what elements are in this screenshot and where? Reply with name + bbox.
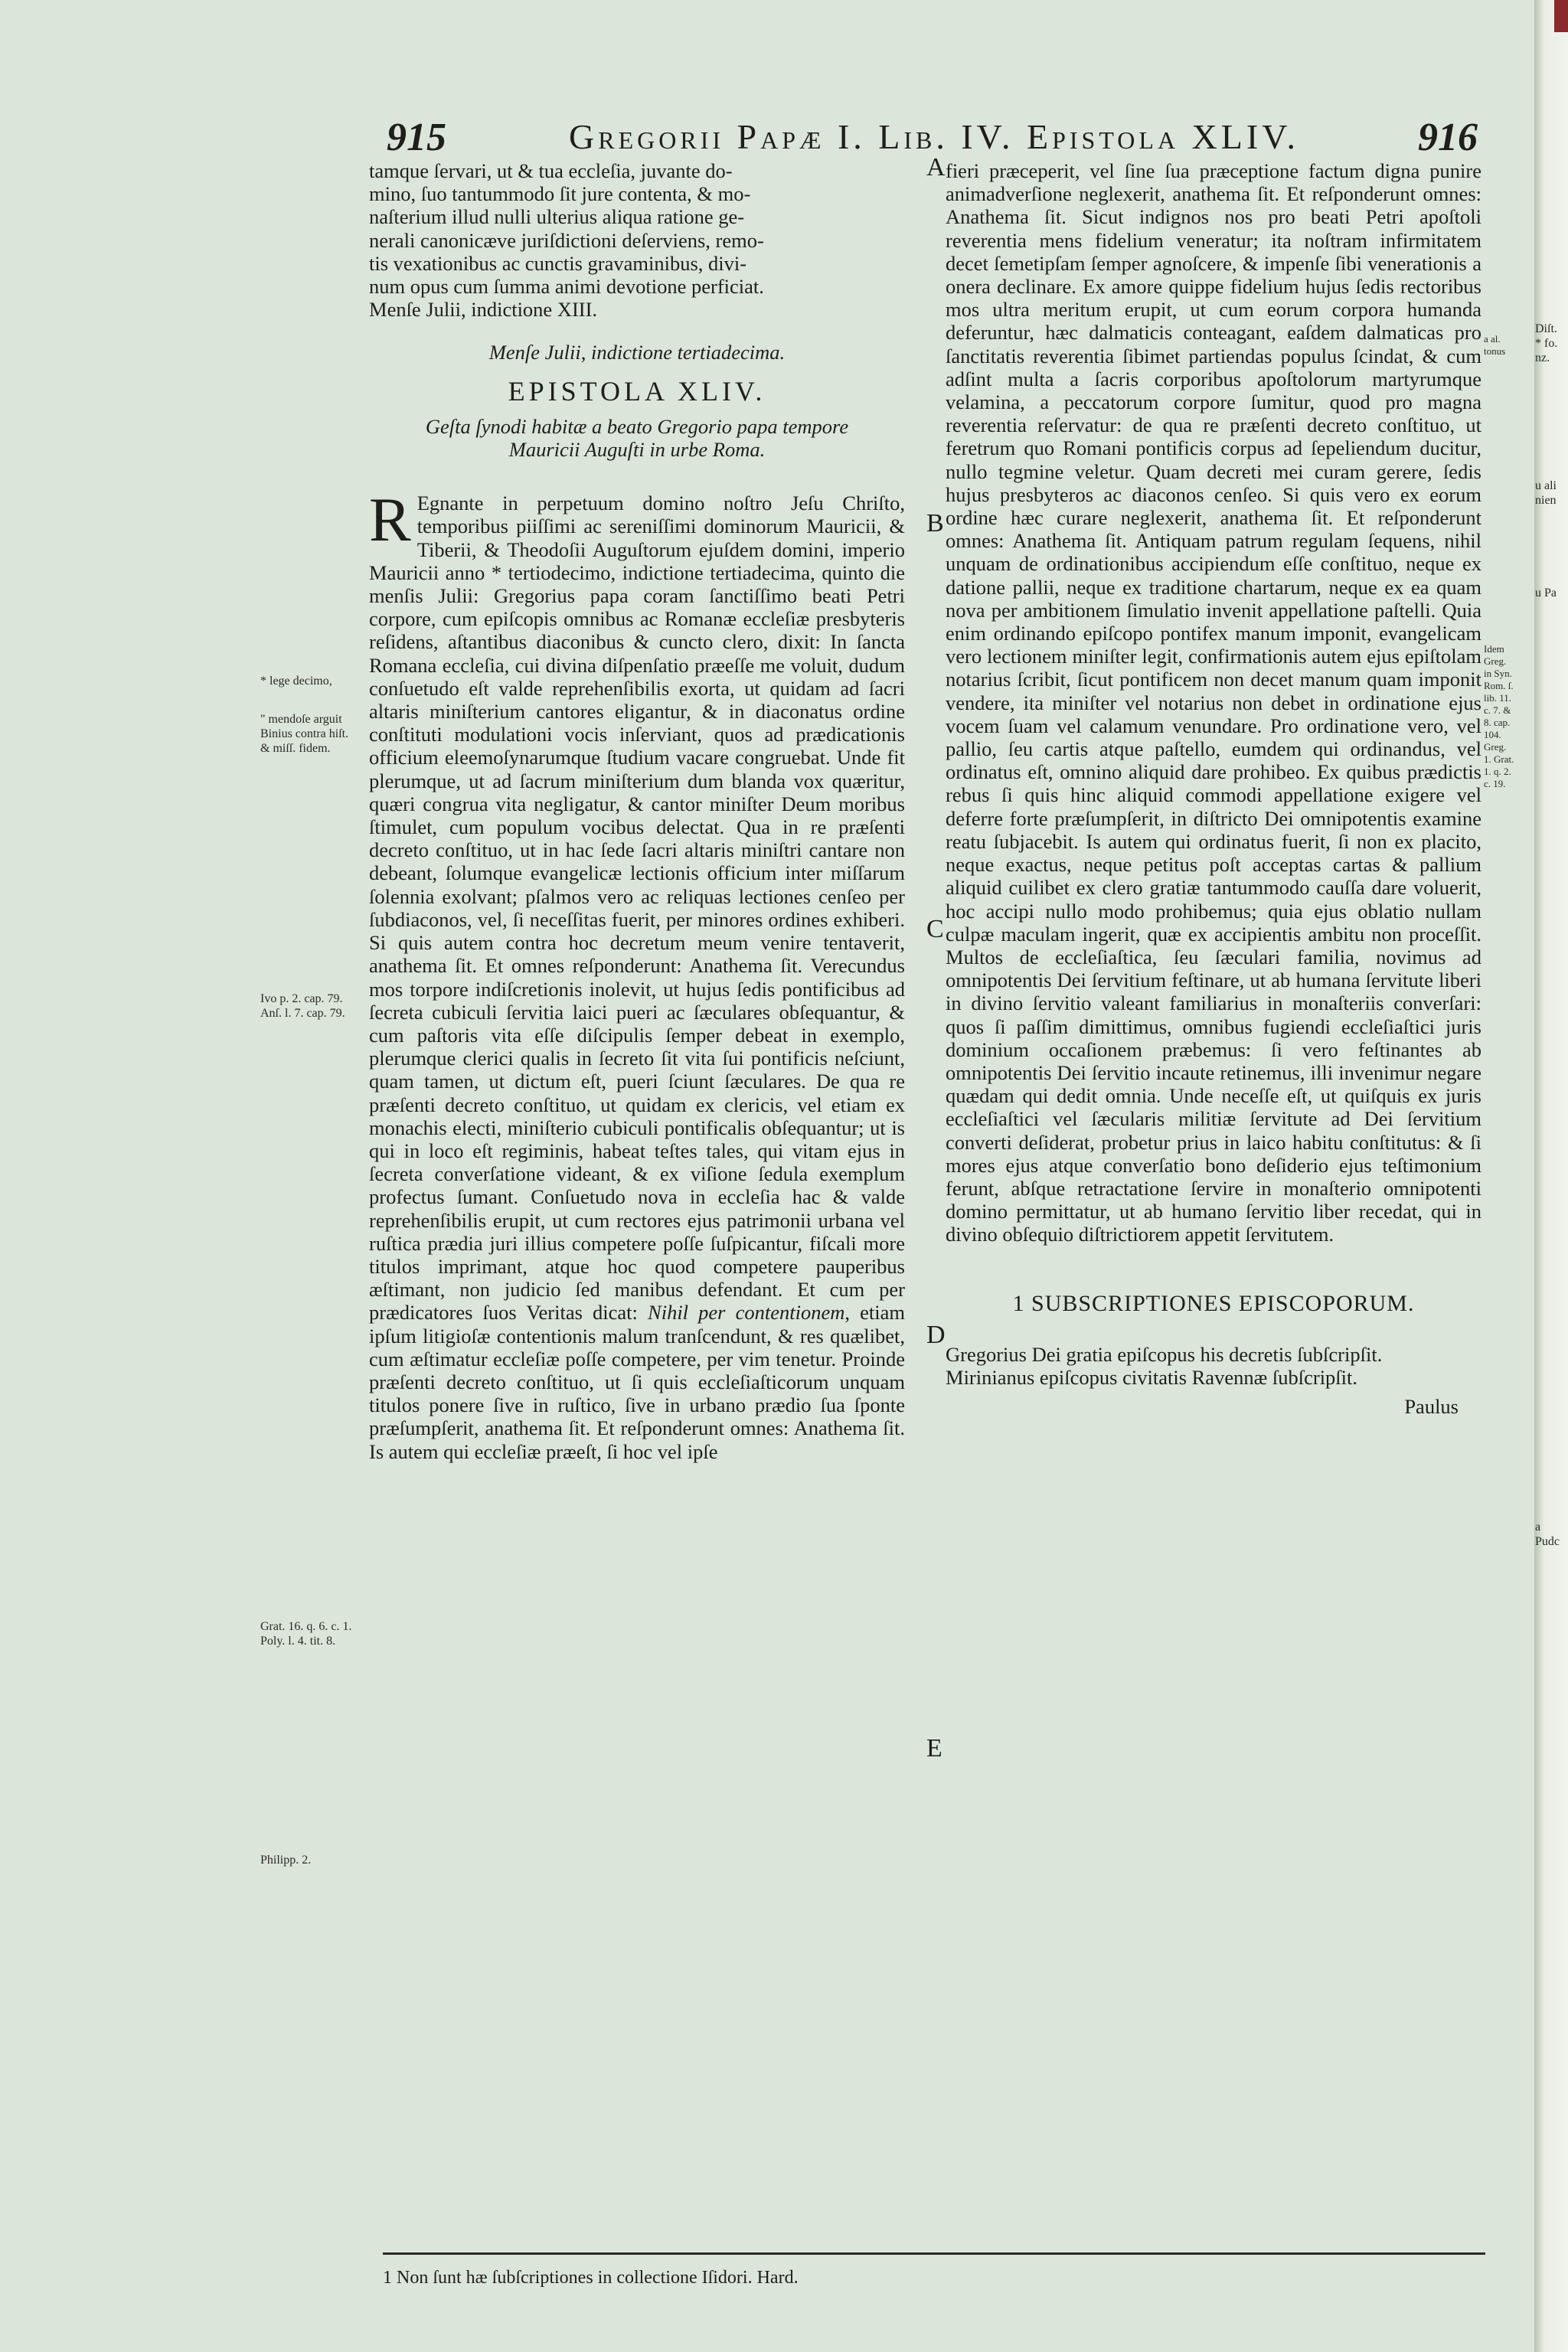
page-number-right: 916 [1418, 116, 1478, 159]
bookmark-tab [1554, 0, 1568, 32]
outer-margin-note: a Pudc [1535, 1521, 1560, 1548]
scripture-quote: Nihil per contentionem [648, 1301, 845, 1325]
section-letter-e: E [926, 1734, 942, 1762]
opening-line: tis vexationibus ac cunctis gravaminibus, divi- [369, 251, 747, 275]
left-column [369, 159, 905, 1463]
opening-line: mino, ſuo tantummodo ſit jure contenta, & mo- [369, 182, 751, 206]
opening-line: tamque ſervari, ut & tua eccleſia, juvante do- [369, 159, 733, 182]
right-body: fieri præceperit, vel ſine ſua præceptione factum digna punire animadverſione neglexerit, anathema ſit. Et reſponderunt omnes: Anathema ſit. Sicut indignos nos pro beati Petri apoſtoli reverentia mens fidelium veneratur; ita noſtram infirmitatem decet ſemetipſam ſemper agnoſcere, & impenſe ſibi venerationis a onera declinare. Ex amore quippe fidelium hujus ſedis rectoribus mos ultra meritum erupit, ut cum eorum corpora humanda deferuntur, hæc dalmaticis conteagant, eaſdem dalmaticas pro ſanctitatis reverentia ſibimet partiendas populus ſcindat, & cum adſint multa a ſacris corporibus apoſtolorum martyrumque velamina, a peccatorum corpore ſumitur, quod pro magna reverentia reſervatur: de qua re præſenti decreto conſtituo, ut feretrum quo Romani pontificis corpus ad ſepeliendum ducitur, nullo tegmine veletur. Quam decreti mei curam gerere, ſedis hujus presbyteros ac diaconos cenſeo. Si quis vero ex eorum ordine hæc curare neglexerit, anathema ſit. Et reſponderunt omnes: Anathema ſit. Antiquam patrum regulam ſequens, nihil unquam de ordinationibus accipiendum eſſe conſtituo, neque ex datione pallii, neque ex traditione chartarum, neque ex ea quam nova per ambitionem ſimulatio invenit appellatione paſtelli. Quia enim ordinando epiſcopo pontifex manum imponit, evangelicam vero lectionem miniſter legit, confirmationis autem ejus epiſtolam notarius ſcribit, ſicut pontificem non decet manum quam imponit vendere, ita miniſter vel notarius non debet in ordinatione ejus vocem ſuam vel calamum venundare. Pro ordinatione vero, vel pallio, ſeu cartis atque paſtello, eumdem qui ordinandus, vel ordinatus eſt, omnino aliquid dare prohibeo. Ex quibus prædictis rebus ſi quis hinc aliquid commodi appellatione exigere vel deferre forte præſumpſerit, in diſtricto Dei omnipotentis examine reatu ſubjacebit. Is autem qui ordinatus fuerit, ſi non ex placito, neque exactus, neque petitus poſt acceptas cartas & pallium aliquid cuilibet ex clero gratiæ tantummodo cauſſa dare voluerit, hoc accipi nullo modo prohibemus; quia ejus oblatio nullam culpæ maculam ingerit, quæ ex accipientis ambitu non proceſſit. Multos de eccleſiaſtica, ſeu ſæculari familia, novimus ad omnipotentis Dei ſervitium feſtinare, ut ab humana ſervitute liberi in divino ſervitio valeant familiarius in monaſteriis converſari: quos ſi paſſim dimittimus, omnibus fugiendi eccleſiaſtici juris dominium occaſionem præbemus: ſi vero feſtinantes ab omnipotentis Dei ſervitio incaute retinemus, illi invenimur negare quædam qui dedit omnia. Unde neceſſe eſt, ut quiſquis ex juris eccleſiaſtici vel ſæcularis militiæ ſervitute ad Dei ſervitium converti deſiderat, probetur prius in laico habitu conſtitutus: & ſi mores ejus atque converſatio bono deſiderio ejus teſtimonium ferunt, abſque retractatione ſervire in monaſterio omnipotenti domino permittatur, ut ab humano ſervitio liber recedat, qui in divino obſequio diſtrictiorem appetit ſervitutem. [946, 159, 1481, 1246]
margin-note-right: a al. tonus [1484, 333, 1506, 357]
margin-note: Grat. 16. q. 6. c. 1. Poly. l. 4. tit. 8. [260, 1620, 352, 1648]
epistle-subtitle-line-1: Geſta ſynodi habitæ a beato Gregorio papa tempore [425, 414, 849, 438]
outer-margin-note: u ali nien [1535, 479, 1557, 507]
epistle-subtitle-line-2: Mauricii Auguſti in urbe Roma. [508, 438, 766, 462]
right-column [946, 159, 1481, 1418]
epistle-subtitle [369, 415, 905, 461]
running-title: Gregorii Papæ I. Lib. IV. Epistola XLIV. [569, 117, 1299, 156]
section-letter-a: A [926, 153, 946, 181]
section-letter-b: B [926, 509, 944, 537]
subscription-line: Gregorius Dei gratia epiſcopus his decretis ſubſcripſit. [946, 1342, 1383, 1366]
body-text-second: , etiam ipſum litigioſæ contentionis malum tranſcendunt, & res quælibet, cum æſtimatur eccleſiæ poſſe competere, per vim tenetur. Proinde præſenti decreto conſtituo, ut ſi quis eccleſiaſticorum unquam titulos ponere ſive in ruſtico, ſive in urbano prædio ſua ſponte præſumpſerit, anathema ſit. Et reſponderunt omnes: Anathema ſit. Is autem qui eccleſiæ præeſt, ſi hoc vel ipſe [369, 1301, 905, 1463]
subscriptions-list [946, 1343, 1481, 1419]
opening-line: nerali canonicæve juriſdictioni deſerviens, remo- [369, 228, 764, 252]
subscriptions-heading: 1 SUBSCRIPTIONES EPISCOPORUM. [1012, 1290, 1415, 1316]
date-line: Menſe Julii, indictione tertiadecima. [488, 341, 786, 364]
page-number-left: 915 [387, 116, 446, 159]
epistle-title: EPISTOLA XLIV. [508, 375, 766, 407]
section-letter-d: D [926, 1321, 946, 1349]
opening-line: Menſe Julii, indictione XIII. [369, 298, 598, 322]
catchword: Paulus [1404, 1395, 1459, 1419]
subscription-line: Mirinianus epiſcopus civitatis Ravennæ ſubſcripſit. [946, 1365, 1358, 1389]
margin-note: " mendoſe arguit Binius contra hiſt. & miſſ. fidem. [260, 713, 349, 755]
outer-margin-note: u Pa [1535, 586, 1557, 599]
margin-note-right: Idem Greg. in Syn. Rom. ſ. lib. 11. c. 7. & 8. cap. 104. Greg. 1. Grat. 1. q. 2. c. 19. [1484, 643, 1514, 789]
body-text-first: Egnante in perpetuum domino noſtro Jeſu Chriſto, temporibus piiſſimi ac sereniſſimi dominorum Mauricii, & Tiberii, & Theodoſii Auguſtorum ejuſdem domini, imperio Mauricii anno * tertiodecimo, indictione tertiadecima, quinto die menſis Julii: Gregorius papa coram ſanctiſſimo beati Petri corpore, cum epiſcopis omnibus ac Romanæ eccleſiæ presbyteris reſidens, aſtantibus diaconibus & cuncto clero, dixit: In ſancta Romana eccleſia, cui divina diſpenſatio præeſſe me voluit, dudum conſuetudo eſt valde reprehenſibilis exorta, ut quidam ad ſacri altaris miniſterium cantores eligantur, & in diaconatus ordine conſtituti modulationi vocis inſerviant, quos ad prædicationis officium eleemoſynarumque ſtudium vacare congruebat. Unde fit plerumque, ut ad ſacrum miniſterium dum blanda vox quæritur, quæri congrua vita negligatur, & cantor miniſter Deum moribus ſtimulet, cum populum vocibus delectat. Qua in re præſenti decreto conſtituo, ut in hac ſede ſacri altaris miniſtri cantare non debeant, ſolumque evangelicæ lectionis officium inter miſſarum ſolennia exolvant; pſalmos vero ac reliquas lectiones cenſeo per ſubdiaconos, vel, ſi neceſſitas fuerit, per minores ordines exhiberi. Si quis autem contra hoc decretum meum venire tentaverit, anathema ſit. Et omnes reſponderunt: Anathema ſit. Verecundus mos torpore indiſcretionis inolevit, ut hujus ſedis pontificibus ad ſecreta cubiculi ſervitia laici pueri ac ſæculares obſequantur, & cum paſtoris vita eſſe diſcipulis ſemper debeat in exemplo, plerumque clerici qualis in ſecreto ſit vita ſui pontificis neſciunt, quam tamen, ut dictum eſt, pueri ſciunt ſæculares. De qua re præſenti decreto conſtituo, ut quidam ex clericis, vel etiam ex monachis electi, miniſterio cubiculi pontificalis obſequantur; ut is qui in loco eſt regiminis, habeat teſtes tales, qui vitam ejus in ſecreta converſatione videant, & ex viſione ſedula exemplum profectus ſumant. Conſuetudo nova in eccleſia hac & valde reprehenſibilis erupit, ut cum rectores ejus patrimonii urbana vel ruſtica prædia juri illius competere poſſe ſuſpicantur, fiſcali more titulos imprimant, atque hoc quod competere pauperibus æſtimant, non judicio ſed manibus defendant. Et cum per prædicatores ſuos Veritas dicat: [369, 492, 905, 1325]
margin-note: Philipp. 2. [260, 1854, 312, 1867]
footnote: 1 Non ſunt hæ ſubſcriptiones in collectione Iſidori. Hard. [383, 2268, 799, 2288]
margin-note: Ivo p. 2. cap. 79. Anſ. l. 7. cap. 79. [260, 992, 345, 1020]
epistle-body [369, 485, 905, 1463]
opening-line: num opus cum ſumma animi devotione perficiat. [369, 275, 764, 299]
margin-note: * lege decimo, [260, 675, 332, 688]
outer-margin-note: Diſt. * fo. nz. [1535, 322, 1558, 364]
drop-cap: R [369, 485, 411, 555]
footnote-rule [383, 2252, 1485, 2255]
section-letter-c: C [926, 915, 944, 943]
opening-line: naſterium illud nulli ulterius aliqua ratione ge- [369, 205, 745, 229]
